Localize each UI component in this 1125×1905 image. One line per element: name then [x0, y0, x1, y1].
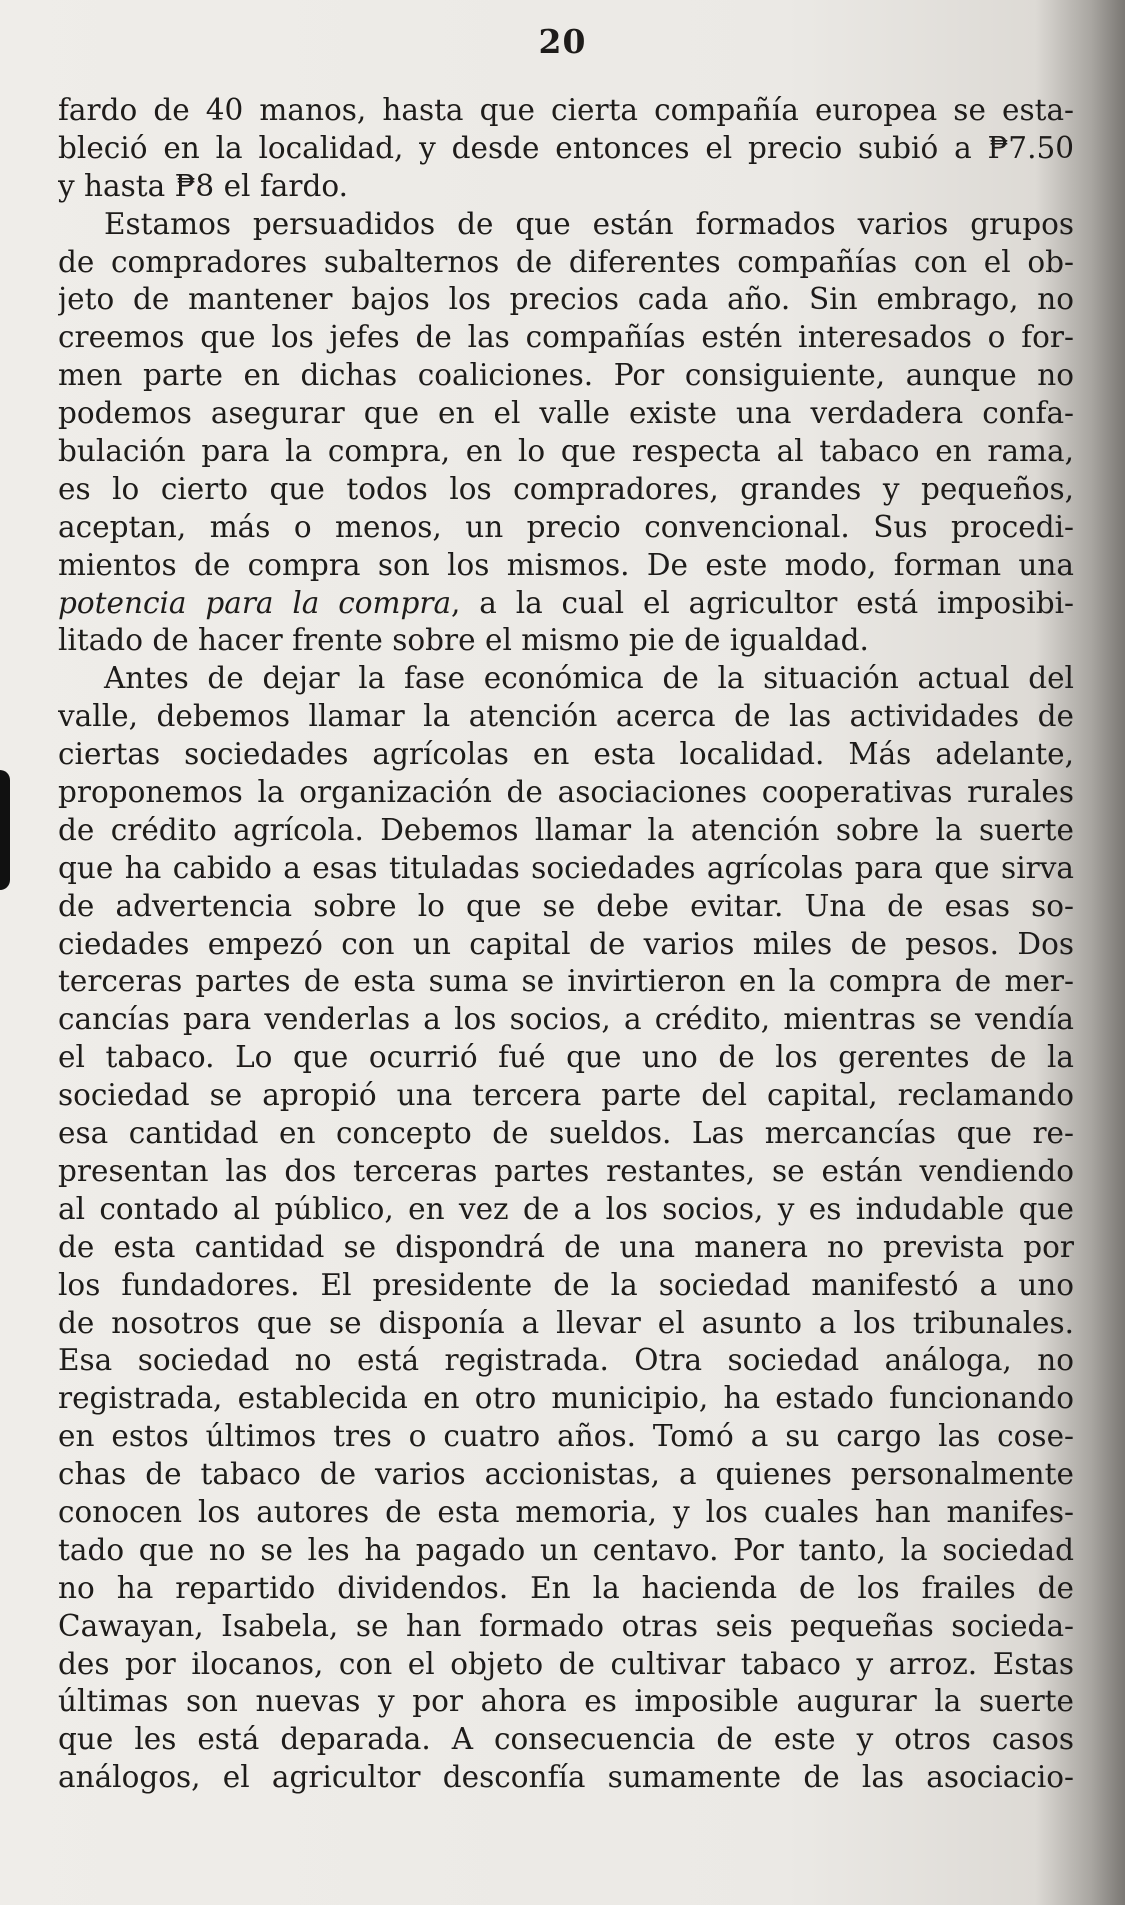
text-line: de nosotros que se disponía a llevar el asunto a los tribunales.: [58, 1305, 1074, 1340]
text-line: el tabaco. Lo que ocurrió fué que uno de los gerentes de la: [58, 1040, 1074, 1075]
text-line: Estamos persuadidos de que están formados varios grupos: [104, 206, 1074, 241]
italic-phrase: potencia para la compra: [58, 585, 452, 620]
text-line: chas de tabaco de varios accionistas, a quienes personalmente: [58, 1457, 1074, 1492]
text-line: ciertas sociedades agrícolas en esta localidad. Más adelante,: [58, 737, 1074, 772]
text-line: registrada, establecida en otro municipio, ha estado funcionando: [58, 1381, 1074, 1416]
text-line: últimas son nuevas y por ahora es imposible augurar la suerte: [58, 1684, 1074, 1719]
text-line: que les está deparada. A consecuencia de este y otros casos: [58, 1722, 1074, 1757]
text-line: presentan las dos terceras partes restantes, se están vendiendo: [58, 1153, 1074, 1188]
text-line: los fundadores. El presidente de la sociedad manifestó a uno: [58, 1267, 1074, 1302]
text-line: jeto de mantener bajos los precios cada año. Sin embrago, no: [58, 282, 1074, 317]
text-line: en estos últimos tres o cuatro años. Tomó a su cargo las cose-: [58, 1419, 1074, 1454]
text-line: proponemos la organización de asociaciones cooperativas rurales: [58, 775, 1074, 810]
text-line: es lo cierto que todos los compradores, grandes y pequeños,: [58, 471, 1074, 506]
text-line: podemos asegurar que en el valle existe una verdadera confa-: [58, 396, 1074, 431]
text-line: aceptan, más o menos, un precio convencional. Sus procedi-: [58, 509, 1074, 544]
text-line: esa cantidad en concepto de sueldos. Las mercancías que re-: [58, 1116, 1074, 1151]
text-line: y hasta ₱8 el fardo.: [58, 168, 348, 203]
text-line: tado que no se les ha pagado un centavo. Por tanto, la sociedad: [58, 1532, 1074, 1567]
text-line: des por ilocanos, con el objeto de cultivar tabaco y arroz. Estas: [58, 1646, 1074, 1681]
text-line: de advertencia sobre lo que se debe evitar. Una de esas so-: [58, 888, 1074, 923]
text-line: litado de hacer frente sobre el mismo pie de igualdad.: [58, 623, 869, 658]
text-line: valle, debemos llamar la atención acerca de las actividades de: [58, 699, 1074, 734]
binding-shadow: [0, 770, 10, 890]
text-line: análogos, el agricultor desconfía sumamente de las asociacio-: [58, 1760, 1074, 1795]
text-line: cancías para venderlas a los socios, a crédito, mientras se vendía: [58, 1002, 1074, 1037]
text-line: creemos que los jefes de las compañías estén interesados o for-: [58, 320, 1074, 355]
body-text: [58, 92, 1074, 1797]
text-line: de compradores subalternos de diferentes compañías con el ob-: [58, 244, 1074, 279]
text-line: terceras partes de esta suma se invirtieron en la compra de mer-: [58, 964, 1074, 999]
text-line-with-italic: [58, 585, 1074, 623]
text-line: que ha cabido a esas tituladas sociedades agrícolas para que sirva: [58, 850, 1074, 885]
text-line: Antes de dejar la fase económica de la situación actual del: [104, 661, 1074, 696]
text-line: bleció en la localidad, y desde entonces el precio subió a ₱7.50: [58, 130, 1074, 165]
text-line: mientos de compra son los mismos. De este modo, forman una: [58, 547, 1074, 582]
text-line: bulación para la compra, en lo que respecta al tabaco en rama,: [58, 434, 1074, 469]
text-line: de crédito agrícola. Debemos llamar la atención sobre la suerte: [58, 812, 1074, 847]
text-line: conocen los autores de esta memoria, y los cuales han manifes-: [58, 1494, 1074, 1529]
page-number: 20: [538, 22, 587, 61]
text-line: Cawayan, Isabela, se han formado otras seis pequeñas socieda-: [58, 1608, 1074, 1643]
text-fragment: , a la cual el agricultor está imposibi-: [451, 585, 1074, 620]
text-line: sociedad se apropió una tercera parte del capital, reclamando: [58, 1078, 1074, 1113]
text-line: fardo de 40 manos, hasta que cierta compañía europea se esta-: [58, 93, 1074, 127]
text-line: no ha repartido dividendos. En la hacienda de los frailes de: [58, 1570, 1074, 1605]
text-line: Esa sociedad no está registrada. Otra sociedad análoga, no: [58, 1343, 1074, 1378]
text-line: al contado al público, en vez de a los socios, y es indudable que: [58, 1191, 1074, 1226]
text-line: de esta cantidad se dispondrá de una manera no prevista por: [58, 1229, 1074, 1264]
text-line: ciedades empezó con un capital de varios miles de pesos. Dos: [58, 926, 1074, 961]
text-line: men parte en dichas coaliciones. Por consiguiente, aunque no: [58, 358, 1074, 393]
